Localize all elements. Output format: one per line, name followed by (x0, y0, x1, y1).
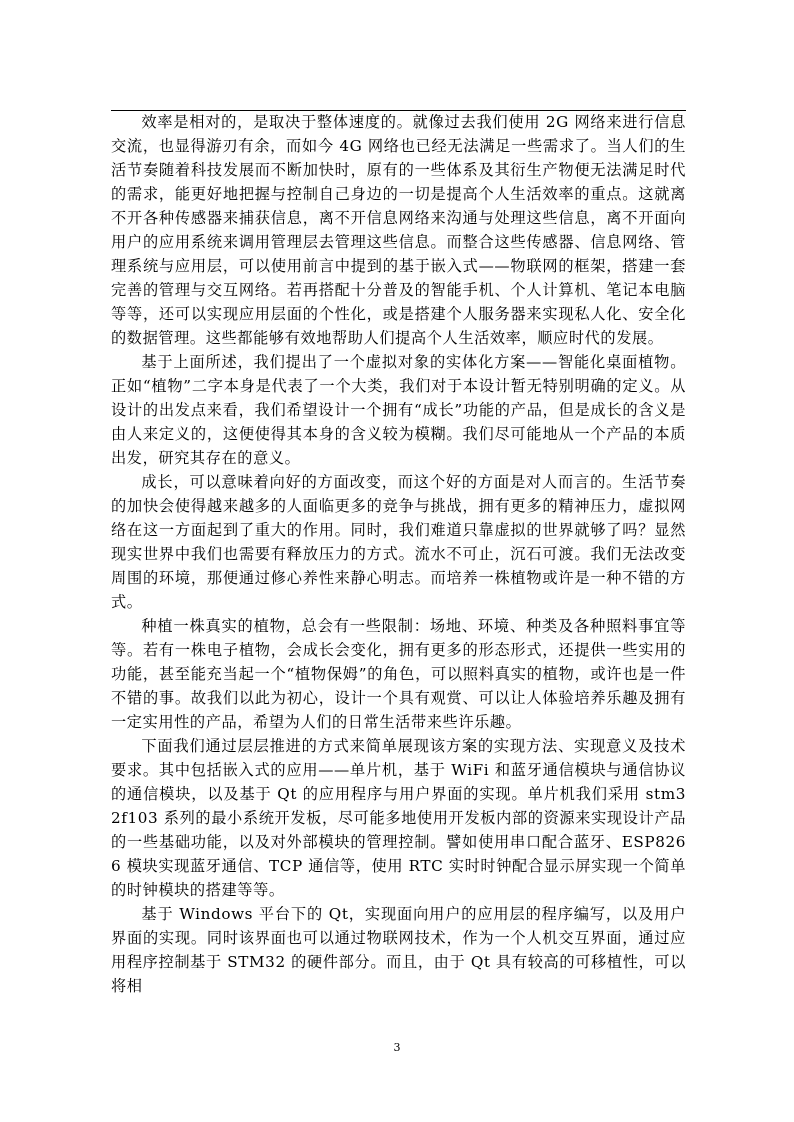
page-number: 3 (393, 1041, 401, 1054)
paragraph: 种植一株真实的植物，总会有一些限制：场地、环境、种类及各种照料事宜等等。若有一株电子植物，会成长会变化，拥有更多的形态形式，还提供一些实用的功能，甚至能充当起一个“植物保姆”的角色，可以照料真实的植物，或许也是一件不错的事。故我们以此为初心，设计一个具有观赏、可以让人体验培养乐趣及拥有一定实用性的产品，希望为人们的日常生活带来些许乐趣。 (111, 617, 686, 731)
paragraph: 基于上面所述，我们提出了一个虚拟对象的实体化方案——智能化桌面植物。正如“植物”二字本身是代表了一个大类，我们对于本设计暂无特别明确的定义。从设计的出发点来看，我们希望设计一个拥有“成长”功能的产品，但是成长的含义是由人来定义的，这便使得其本身的含义较为模糊。我们尽可能地从一个产品的本质出发，研究其存在的意义。 (111, 353, 686, 467)
paragraph: 下面我们通过层层推进的方式来简单展现该方案的实现方法、实现意义及技术要求。其中包括嵌入式的应用——单片机，基于 WiFi 和蓝牙通信模块与通信协议的通信模块，以及基于 Qt 的应用程序与用户界面的实现。单片机我们采用 stm32f103 系列的最小系统开发板，尽可能多地使用开发板内部的资源来实现设计产品的一些基础功能，以及对外部模块的管理控制。譬如使用串口配合蓝牙、ESP8266 模块实现蓝牙通信、TCP 通信等，使用 RTC 实时时钟配合显示屏实现一个简单的时钟模块的搭建等等。 (111, 737, 686, 899)
paragraph: 成长，可以意味着向好的方面改变，而这个好的方面是对人而言的。生活节奏的加快会使得越来越多的人面临更多的竞争与挑战，拥有更多的精神压力，虚拟网络在这一方面起到了重大的作用。同时，我们难道只靠虚拟的世界就够了吗？显然现实世界中我们也需要有释放压力的方式。流水不可止，沉石可渡。我们无法改变周围的环境，那便通过修心养性来静心明志。而培养一株植物或许是一种不错的方式。 (111, 473, 686, 611)
paragraph: 效率是相对的，是取决于整体速度的。就像过去我们使用 2G 网络来进行信息交流，也显得游刃有余，而如今 4G 网络也已经无法满足一些需求了。当人们的生活节奏随着科技发展而不断加快时，原有的一些体系及其衍生产物便无法满足时代的需求，能更好地把握与控制自己身边的一切是提高个人生活效率的重点。这就离不开各种传感器来捕获信息，离不开信息网络来沟通与处理这些信息，离不开面向用户的应用系统来调用管理层去管理这些信息。而整合这些传感器、信息网络、管理系统与应用层，可以使用前言中提到的基于嵌入式——物联网的框架，搭建一套完善的管理与交互网络。若再搭配十分普及的智能手机、个人计算机、笔记本电脑等等，还可以实现应用层面的个性化，或是搭建个人服务器来实现私人化、安全化的数据管理。这些都能够有效地帮助人们提高个人生活效率，顺应时代的发展。 (111, 113, 686, 347)
document-body (111, 110, 686, 998)
paragraph: 基于 Windows 平台下的 Qt，实现面向用户的应用层的程序编写，以及用户界面的实现。同时该界面也可以通过物联网技术，作为一个人机交互界面，通过应用程序控制基于 STM32 的硬件部分。而且，由于 Qt 具有较高的可移植性，可以将相 (111, 905, 686, 995)
